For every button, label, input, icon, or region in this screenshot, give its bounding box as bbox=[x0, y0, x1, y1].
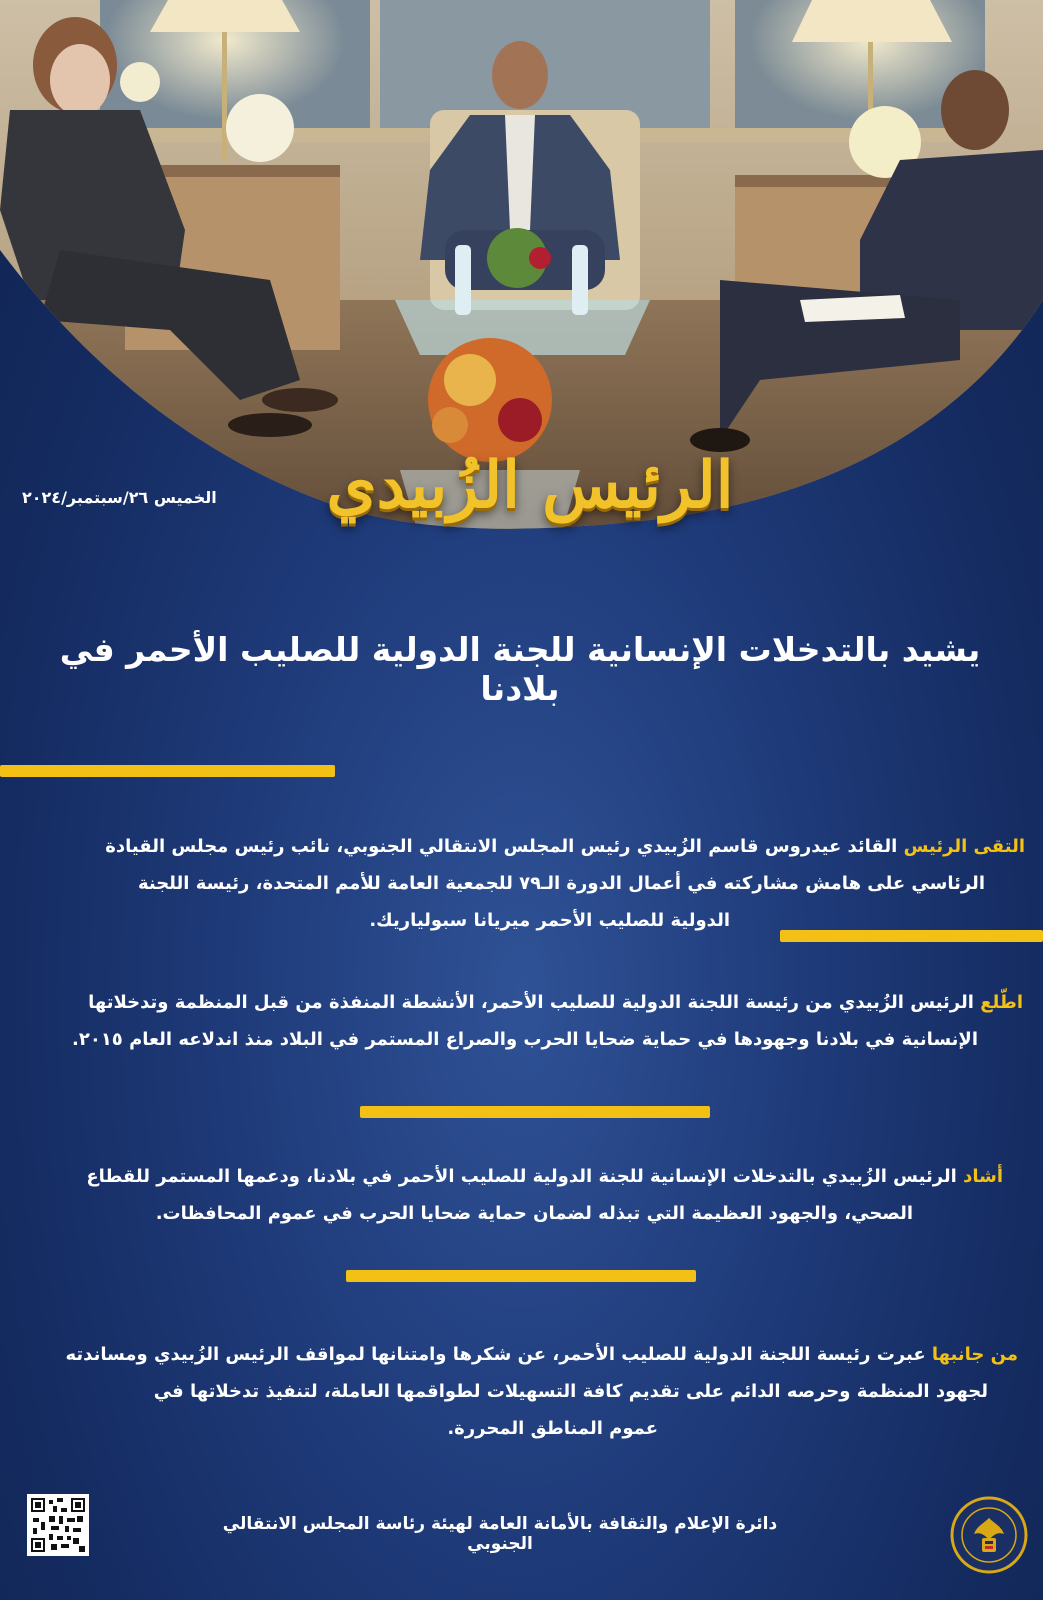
paragraph-line: أشاد الرئيس الزُبيدي بالتدخلات الإنسانية للجنة الدولية للصليب الأحمر في بلادنا، ودعمها المستمر للقطاع bbox=[86, 1166, 1003, 1187]
divider-bar bbox=[0, 765, 335, 777]
paragraph-line: الرئاسي على هامش مشاركته في أعمال الدورة الـ٧٩ للجمعية العامة للأمم المتحدة، رئيسة اللجنة bbox=[137, 873, 985, 894]
paragraph-line: من جانبها عبرت رئيسة اللجنة الدولية للصليب الأحمر، عن شكرها وامتنانها لمواقف الرئيس الزُبيدي ومساندته bbox=[65, 1344, 1018, 1365]
footer-department: دائرة الإعلام والثقافة بالأمانة العامة لهيئة رئاسة المجلس الانتقالي الجنوبي bbox=[222, 1514, 778, 1554]
qr-code[interactable] bbox=[27, 1494, 89, 1556]
paragraph-line: التقى الرئيس القائد عيدروس قاسم الزُبيدي رئيس المجلس الانتقالي الجنوبي، نائب رئيس مجلس القيادة bbox=[105, 836, 1025, 857]
paragraph-lead: من جانبها bbox=[931, 1344, 1018, 1365]
divider-bar bbox=[346, 1270, 696, 1282]
paragraph-line: لجهود المنظمة وحرصه الدائم على تقديم كافة التسهيلات لطواقمها العاملة، لتنفيذ تدخلاتها في bbox=[153, 1381, 988, 1402]
paragraph-response bbox=[15, 1336, 1018, 1447]
paragraph-briefing bbox=[20, 984, 1023, 1058]
paragraph-line: الدولية للصليب الأحمر ميريانا سبولياريك. bbox=[369, 910, 730, 931]
paragraph-meeting bbox=[50, 828, 1025, 939]
date-label: الخميس ٢٦/سبتمبر/٢٠٢٤ bbox=[22, 488, 217, 507]
stc-emblem-logo bbox=[950, 1496, 1028, 1574]
paragraph-lead: أشاد bbox=[963, 1166, 1003, 1187]
paragraph-lead: التقى الرئيس bbox=[903, 836, 1025, 857]
paragraph-line: عموم المناطق المحررة. bbox=[447, 1418, 658, 1439]
paragraph-praise bbox=[20, 1158, 1003, 1232]
paragraph-lead: اطّلع bbox=[980, 992, 1023, 1013]
headline-subtitle: يشيد بالتدخلات الإنسانية للجنة الدولية للصليب الأحمر في بلادنا bbox=[59, 630, 981, 708]
main-title: الرئيس الزُبيدي bbox=[326, 448, 734, 523]
paragraph-line: الإنسانية في بلادنا وجهودها في حماية ضحايا الحرب والصراع المستمر في البلاد منذ اندلاعه العام ٢٠١٥. bbox=[72, 1029, 978, 1050]
divider-bar bbox=[360, 1106, 710, 1118]
paragraph-line: الصحي، والجهود العظيمة التي تبذله لضمان حماية ضحايا الحرب في عموم المحافظات. bbox=[155, 1203, 913, 1224]
paragraph-line: اطّلع الرئيس الزُبيدي من رئيسة اللجنة الدولية للصليب الأحمر، الأنشطة المنفذة من قبل المنظمة وتدخلاتها bbox=[88, 992, 1023, 1013]
